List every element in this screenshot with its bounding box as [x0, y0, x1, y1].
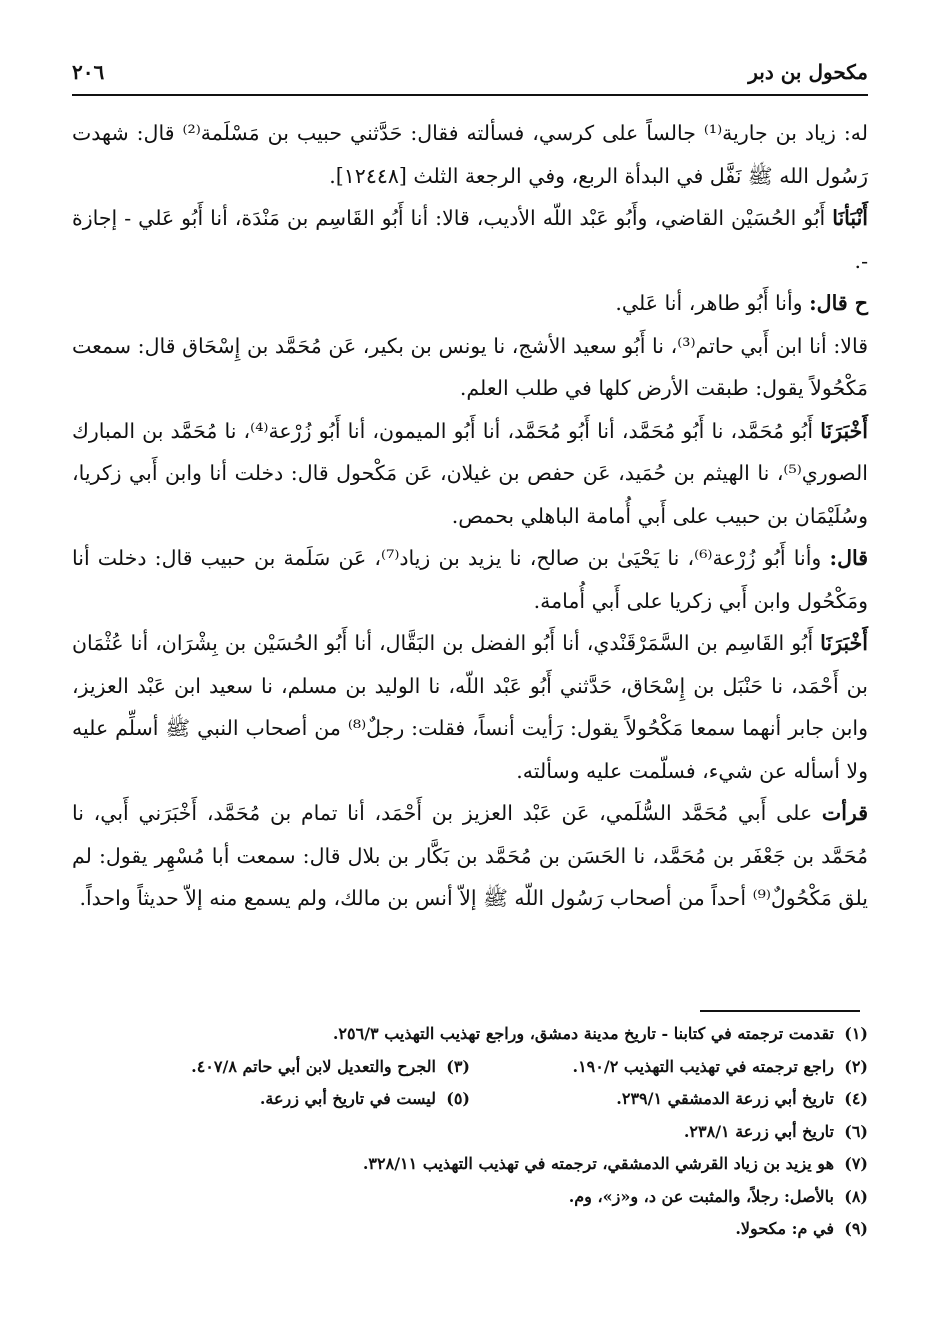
footnotes [72, 1018, 868, 1246]
paragraph-2-lead: أَنْبَأنَا [832, 206, 868, 230]
paragraph-6-text: وأنا أَبُو زُرْعة⁽⁶⁾، نا يَحْيَىٰ بن صالح، نا يزيد بن زياد⁽⁷⁾، عَن سَلَمة بن حبيب قال: دخلت أنا ومَكْحُول وابن أَبي زكريا على أَبي أُمامة. [72, 546, 868, 613]
footnote-5 [72, 1083, 470, 1116]
footnote-number: (٧) [844, 1154, 868, 1173]
footnote-number: (٣) [446, 1056, 470, 1076]
footnote-8 [72, 1181, 868, 1214]
footnote-number: (٨) [844, 1186, 868, 1206]
paragraph-3 [72, 282, 868, 325]
paragraph-5-text: أَبُو مُحَمَّد، نا أَبُو مُحَمَّد، أنا أَبُو مُحَمَّد، أنا أَبُو الميمون، أنا أَبُو زُرْعة⁽⁴⁾، نا مُحَمَّد بن المبارك الصوري⁽⁵⁾، نا الهيثم بن حُمَيد، عَن حفص بن غيلان، عَن مَكْحول قال: دخلت أنا وابن أَبي زكريا، وسُلَيْمَان بن حبيب على أَبي أُمامة الباهلي بحمص. [72, 418, 868, 528]
footnote-7 [72, 1148, 868, 1181]
paragraph-7 [72, 622, 868, 792]
footnote-rule [700, 1010, 860, 1012]
footnote-text: تاريخ أبي زرعة ٢٣٨/١. [683, 1121, 834, 1141]
paragraph-7-text: أَبُو القَاسِم بن السَّمَرْقَنْدي، أنا أَبُو الفضل بن البَقَّال، أنا أَبُو الحُسَيْن بن بِشْرَان، أنا عُثْمَان بن أَحْمَد، نا حَنْبَل بن إِسْحَاق، حَدَّثني أَبُو عَبْد اللّه، نا الوليد بن مسلم، نا سعيد ابن عَبْد العزيز، وابن جابر أنهما سمعا مَكْحُولاً يقول: رَأيت أنساً، فقلت: رجلٌ⁽⁸⁾ من أصحاب النبي ﷺ أسلِّم عليه ولا أسأله عن شيء، فسلّمت عليه وسألته. [72, 631, 868, 783]
paragraph-7-lead: أَخْبَرَنَا [820, 631, 868, 655]
paragraph-2 [72, 197, 868, 282]
footnote-number: (٤) [844, 1089, 868, 1108]
footnote-2 [470, 1051, 868, 1084]
footnote-text: ليست في تاريخ أبي زرعة. [259, 1089, 436, 1108]
footnote-number: (٥) [446, 1089, 470, 1108]
paragraph-8-lead: قرأت [821, 801, 868, 825]
paragraph-4: قالا: أنا ابن أَبي حاتم⁽³⁾، نا أَبُو سعيد الأشج، نا يونس بن بكير، عَن مُحَمَّد بن إِسْحَاق قال: سمعت مَكْحُولاً يقول: طبقت الأرض كلها في طلب العلم. [72, 333, 868, 400]
footnote-number: (٢) [844, 1056, 868, 1076]
header-title: مكحول بن دبر [748, 60, 868, 84]
footnote-row-4-5 [72, 1083, 868, 1116]
footnote-text: بالأصل: رجلاً، والمثبت عن د، و«ز»، وم. [568, 1186, 834, 1206]
footnote-text: تقدمت ترجمته في كتابنا - تاريخ مدينة دمشق، وراجع تهذيب التهذيب ٢٥٦/٣. [332, 1024, 834, 1043]
paragraph-1: له: زياد بن جارية⁽¹⁾ جالساً على كرسي، فسألته فقال: حَدَّثني حبيب بن مَسْلَمة⁽²⁾ قال: شهدت رَسُول الله ﷺ نَفَّل في البدأة الربع، وفي الرجعة الثلث [١٢٤٤٨]. [72, 121, 868, 188]
footnote-1 [72, 1018, 868, 1051]
paragraph-6-lead: قال: [829, 546, 869, 570]
paragraph-8-text: على أَبي مُحَمَّد السُّلَمي، عَن عَبْد العزيز بن أَحْمَد، أنا تمام بن مُحَمَّد، أَخْبَرَني أَبي، نا مُحَمَّد بن جَعْفَر بن مُحَمَّد، نا الحَسَن بن مُحَمَّد بن بَكَّار بن بلال قال: سمعت أبا مُسْهِر يقول: لم يلق مَكْحُولٌ⁽⁹⁾ أحداً من أصحاب رَسُول اللّه ﷺ إلاّ أنس بن مالك، ولم يسمع منه إلاّ حديثاً واحداً. [72, 801, 868, 910]
footnote-row-2-3 [72, 1051, 868, 1084]
header-rule [72, 94, 868, 96]
footnote-text: في م: مكحولا. [735, 1219, 834, 1238]
paragraph-3-text: وأنا أَبُو طاهر، أنا عَلي. [615, 291, 810, 315]
footnote-text: تاريخ أبي زرعة الدمشقي ٢٣٩/١. [616, 1089, 834, 1108]
paragraph-5-lead: أَخْبَرَنَا [820, 418, 869, 443]
main-text [72, 112, 868, 920]
paragraph-8 [72, 792, 868, 920]
paragraph-6 [72, 537, 868, 622]
page-number: ٢٠٦ [72, 60, 105, 84]
footnote-9 [72, 1213, 868, 1246]
paragraph-3-lead: ح قال: [809, 291, 868, 315]
running-header [72, 52, 868, 92]
footnote-number: (٩) [844, 1219, 868, 1238]
paragraph-5 [72, 410, 868, 538]
paragraph-2-text: أَبُو الحُسَيْن القاضي، وأَبُو عَبْد اللّه الأديب، قالا: أنا أَبُو القَاسِم بن مَنْدَة، أنا أَبُو عَلي - إجازة -. [72, 206, 868, 273]
footnote-number: (٦) [844, 1121, 868, 1141]
footnote-number: (١) [844, 1024, 868, 1043]
footnote-text: الجرح والتعديل لابن أبي حاتم ٤٠٧/٨. [191, 1056, 436, 1076]
footnote-text: راجع ترجمته في تهذيب التهذيب ١٩٠/٢. [572, 1056, 834, 1076]
footnote-text: هو يزيد بن زياد القرشي الدمشقي، ترجمته في تهذيب التهذيب ٣٢٨/١١. [362, 1154, 834, 1173]
footnote-4 [470, 1083, 868, 1116]
footnote-6 [72, 1116, 868, 1149]
footnote-3 [72, 1051, 470, 1084]
